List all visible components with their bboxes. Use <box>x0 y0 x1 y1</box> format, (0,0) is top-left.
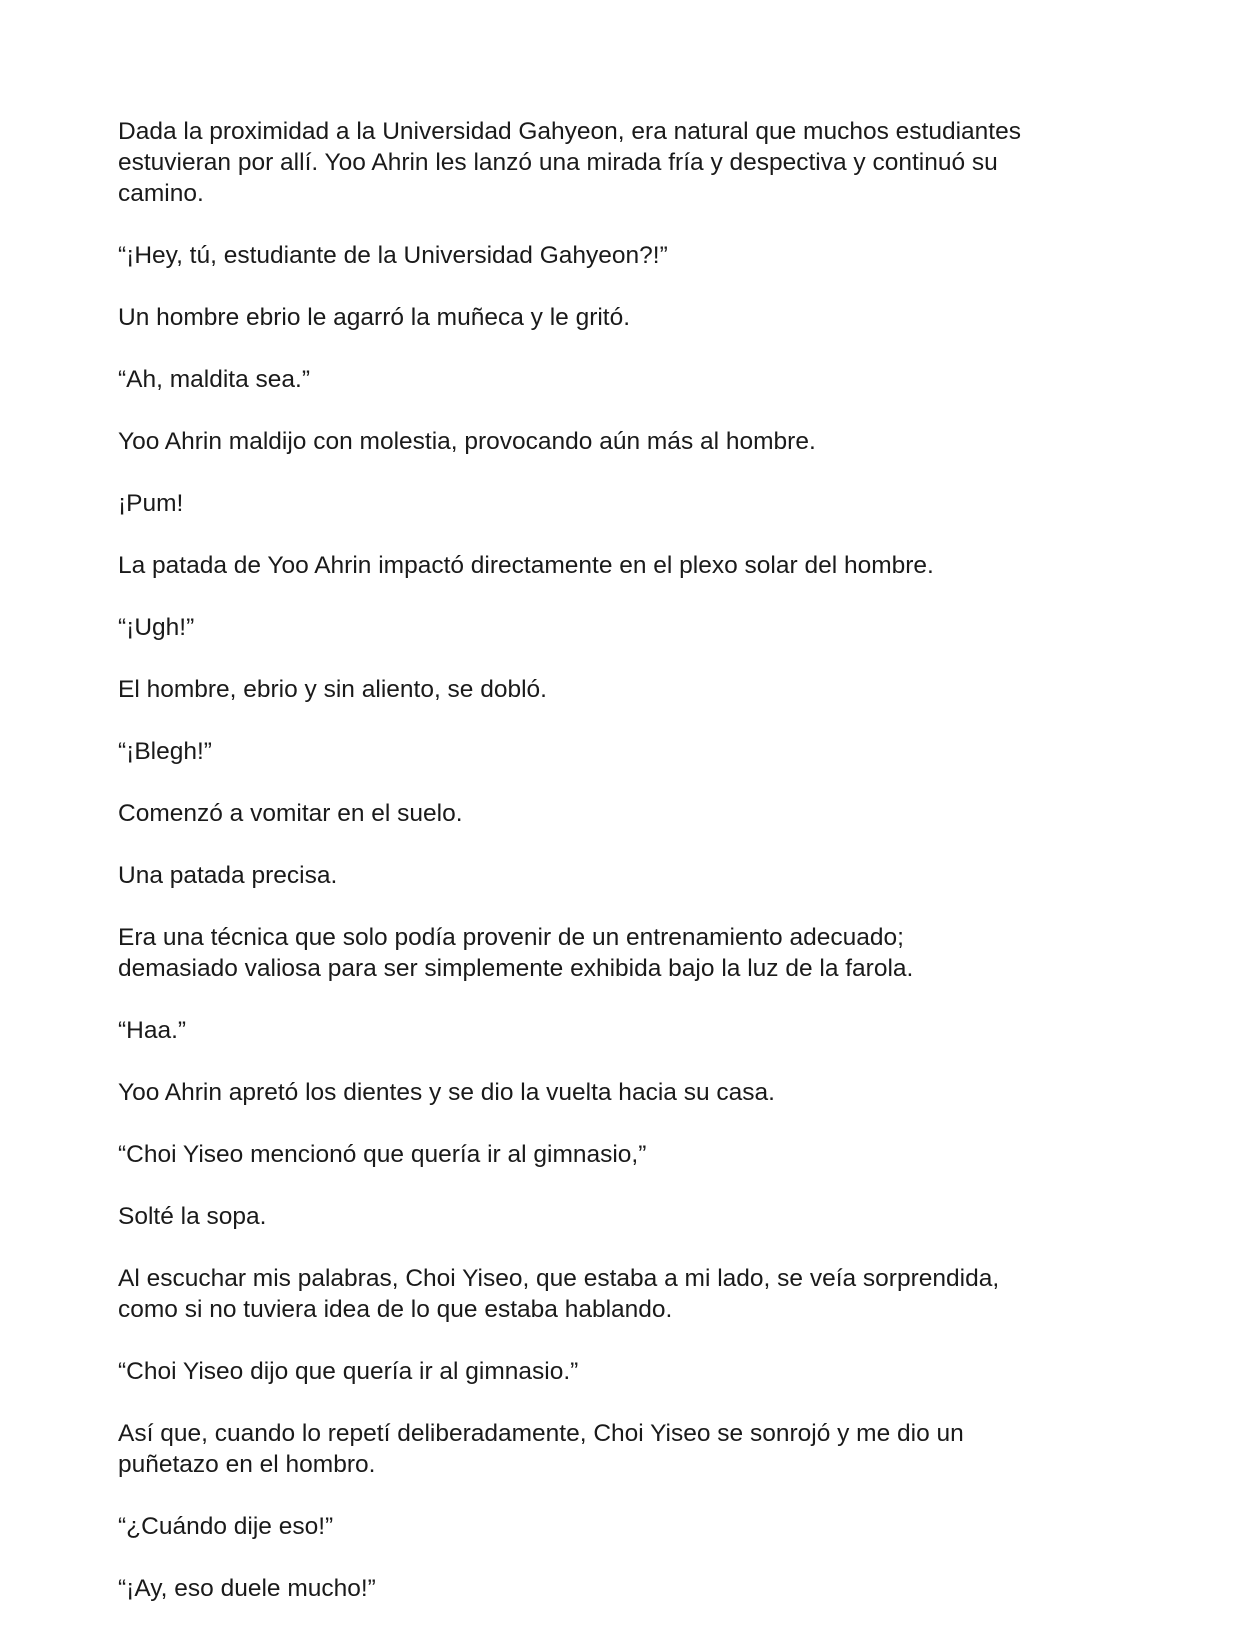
paragraph: “¡Ay, eso duele mucho!” <box>118 1575 376 1602</box>
paragraph: “Haa.” <box>118 1017 187 1044</box>
paragraph: “Ah, maldita sea.” <box>118 366 310 393</box>
paragraph: “¡Ugh!” <box>118 614 195 641</box>
paragraph: “¿Cuándo dije eso!” <box>118 1513 334 1540</box>
paragraph: Yoo Ahrin apretó los dientes y se dio la vuelta hacia su casa. <box>118 1079 775 1106</box>
paragraph: Así que, cuando lo repetí deliberadamente, Choi Yiseo se sonrojó y me dio un puñetazo en el hombro. <box>118 1420 964 1478</box>
paragraph: El hombre, ebrio y sin aliento, se dobló. <box>118 676 547 703</box>
paragraph: Comenzó a vomitar en el suelo. <box>118 800 463 827</box>
paragraph: Dada la proximidad a la Universidad Gahyeon, era natural que muchos estudiantes estuvieran por allí. Yoo Ahrin les lanzó una mirada fría y despectiva y continuó su camino. <box>118 118 1021 207</box>
paragraph: “Choi Yiseo mencionó que quería ir al gimnasio,” <box>118 1141 647 1168</box>
paragraph: Solté la sopa. <box>118 1203 267 1230</box>
paragraph: Yoo Ahrin maldijo con molestia, provocando aún más al hombre. <box>118 428 816 455</box>
paragraph: Era una técnica que solo podía provenir de un entrenamiento adecuado; demasiado valiosa para ser simplemente exhibida bajo la luz de la farola. <box>118 924 914 982</box>
paragraph: “¡Hey, tú, estudiante de la Universidad Gahyeon?!” <box>118 242 668 269</box>
paragraph: “¡Blegh!” <box>118 738 212 765</box>
paragraph: Una patada precisa. <box>118 862 338 889</box>
document-body <box>118 116 1128 1635</box>
paragraph: Un hombre ebrio le agarró la muñeca y le gritó. <box>118 304 631 331</box>
paragraph: ¡Pum! <box>118 490 184 517</box>
paragraph: La patada de Yoo Ahrin impactó directamente en el plexo solar del hombre. <box>118 552 934 579</box>
paragraph: “Choi Yiseo dijo que quería ir al gimnasio.” <box>118 1358 579 1385</box>
paragraph: Al escuchar mis palabras, Choi Yiseo, que estaba a mi lado, se veía sorprendida, como si no tuviera idea de lo que estaba hablando. <box>118 1265 1000 1323</box>
